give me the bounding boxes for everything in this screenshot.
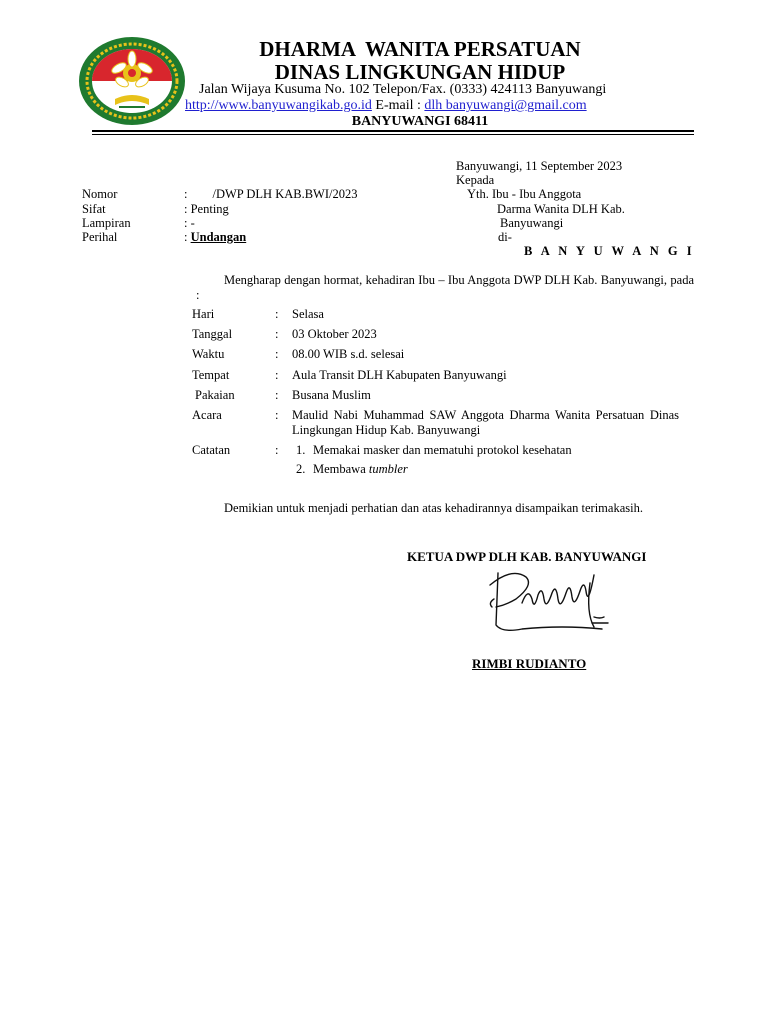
nomor-value: : /DWP DLH KAB.BWI/2023 (184, 187, 358, 201)
sifat-value: : Penting (184, 202, 229, 216)
handwritten-signature (482, 563, 622, 641)
detail-label-waktu: Waktu (192, 347, 225, 361)
detail-value-acara: Maulid Nabi Muhammad SAW Anggota Dharma Wanita Persatuan Dinas Lingkungan Hidup Kab. Banyuwangi (292, 408, 679, 437)
letterhead-divider-thin (92, 134, 694, 135)
nomor-label: Nomor (82, 187, 118, 201)
lampiran-value: : - (184, 216, 195, 230)
sifat-label: Sifat (82, 202, 106, 216)
note-text: Membawa (313, 462, 369, 476)
recipient-kepada: Kepada (456, 173, 495, 187)
detail-value-waktu: 08.00 WIB s.d. selesai (292, 347, 405, 361)
recipient-line: Darma Wanita DLH Kab. (497, 202, 625, 216)
detail-value-tempat: Aula Transit DLH Kabupaten Banyuwangi (292, 368, 507, 382)
detail-separator: : (275, 307, 279, 321)
detail-value-tanggal: 03 Oktober 2023 (292, 327, 377, 341)
perihal-colon: : (184, 230, 191, 244)
detail-separator: : (275, 368, 279, 382)
perihal-label: Perihal (82, 230, 118, 244)
website-link[interactable]: http://www.banyuwangikab.go.id (185, 98, 372, 113)
note-text: Memakai masker dan mematuhi protokol kesehatan (313, 443, 572, 457)
organization-name: DHARMA WANITA PERSATUAN (259, 37, 581, 61)
closing-paragraph: Demikian untuk menjadi perhatian dan atas kehadirannya disampaikan terimakasih. (224, 501, 643, 515)
detail-label-tanggal: Tanggal (192, 327, 233, 341)
signatory-title: KETUA DWP DLH KAB. BANYUWANGI (407, 549, 647, 564)
detail-separator: : (275, 443, 279, 457)
note-emphasis: tumbler (368, 462, 408, 476)
perihal-value: Undangan (190, 230, 247, 244)
note-number: 2. (296, 462, 306, 476)
signatory-name: RIMBI RUDIANTO (472, 656, 587, 671)
detail-label-acara: Acara (192, 408, 222, 422)
date-place: Banyuwangi, 11 September 2023 (456, 159, 623, 173)
detail-label-hari: Hari (192, 307, 215, 321)
letterhead-divider (92, 130, 694, 132)
contact-line (185, 98, 587, 114)
note-item (313, 462, 408, 477)
detail-value-pakaian: Busana Muslim (292, 388, 371, 402)
detail-label-pakaian: Pakaian (195, 388, 235, 402)
recipient-city: B A N Y U W A N G I (524, 244, 695, 258)
email-link[interactable]: dlh banyuwangi@gmail.com (424, 98, 587, 113)
detail-separator: : (275, 388, 279, 402)
detail-separator: : (275, 408, 279, 422)
opening-paragraph: Mengharap dengan hormat, kehadiran Ibu – Ibu Anggota DWP DLH Kab. Banyuwangi, pada : (196, 273, 694, 302)
lampiran-label: Lampiran (82, 216, 131, 230)
recipient-line: Yth. Ibu - Ibu Anggota (467, 187, 582, 201)
note-number: 1. (296, 443, 306, 457)
recipient-line: Banyuwangi (500, 216, 564, 230)
dharma-wanita-emblem-icon (77, 35, 187, 127)
detail-label-catatan: Catatan (192, 443, 231, 457)
detail-separator: : (275, 347, 279, 361)
detail-label-tempat: Tempat (192, 368, 230, 382)
detail-separator: : (275, 327, 279, 341)
department-name: DINAS LINGKUNGAN HIDUP (274, 60, 566, 84)
city-zip: BANYUWANGI 68411 (351, 114, 489, 129)
email-label: E-mail : (375, 98, 421, 113)
detail-value-hari: Selasa (292, 307, 324, 321)
address-line: Jalan Wijaya Kusuma No. 102 Telepon/Fax. (0333) 424113 Banyuwangi (199, 82, 607, 97)
recipient-line: di- (498, 230, 512, 244)
perihal-row (184, 230, 246, 245)
